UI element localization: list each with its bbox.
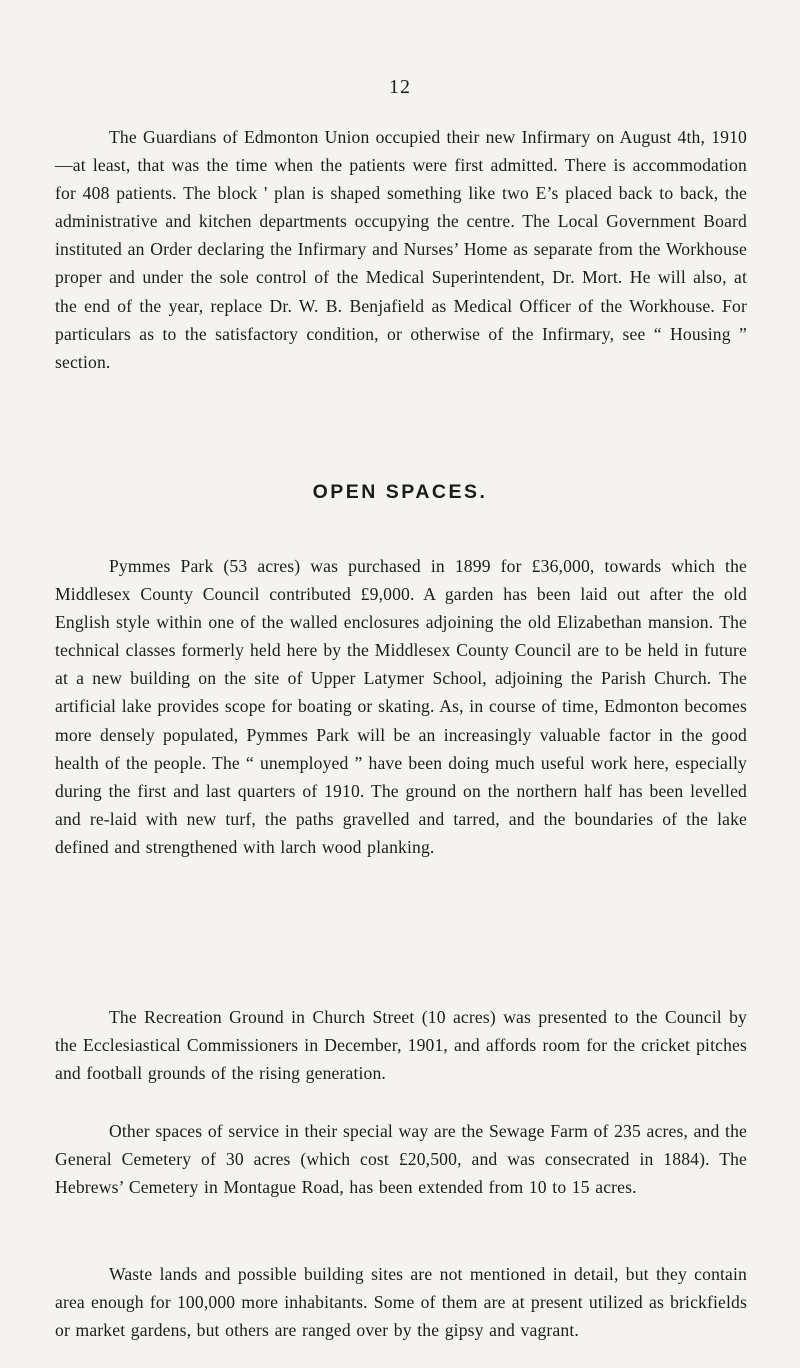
paragraph-text: The Guardians of Edmonton Union occupied their new Infirmary on August 4th, 1910—at least, that was the time when the patients were first admitted. There is accommodation for 408 patients. The block ' plan is shaped something like two E’s placed back to back, the administrative and kitchen departments occupying the centre. The Local Government Board instituted an Order declaring the Infirmary and Nurses’ Home as separate from the Workhouse proper and under the sole control of the Medical Superintendent, Dr. Mort. He will also, at the end of the year, replace Dr. W. B. Benjafield as Medical Officer of the Workhouse. For particulars as to the satisfactory condition, or otherwise of the Infirmary, see “ Housing ” section. [55,127,747,372]
section-heading-open-spaces: OPEN SPACES. [312,481,488,503]
paragraph-infirmary [55,123,747,376]
page-number: 12 [389,76,411,98]
paragraph-pymmes-park [55,552,747,861]
paragraph-recreation-ground [55,1003,747,1087]
paragraph-text: The Recreation Ground in Church Street (10 acres) was presented to the Council by the Ecclesiastical Commissioners in December, 1901, and affords room for the cricket pitches and football grounds of the rising generation. [55,1007,747,1084]
paragraph-text: Other spaces of service in their special way are the Sewage Farm of 235 acres, and the General Cemetery of 30 acres (which cost £20,500, and was consecrated in 1884). The Hebrews’ Cemetery in Montague Road, has been extended from 10 to 15 acres. [55,1121,747,1198]
paragraph-text: Pymmes Park (53 acres) was purchased in 1899 for £36,000, towards which the Middlesex County Council contributed £9,000. A garden has been laid out after the old English style within one of the walled enclosures adjoining the old Elizabethan mansion. The technical classes formerly held here by the Middlesex County Council are to be held in future at a new building on the site of Upper Latymer School, adjoining the Parish Church. The artificial lake provides scope for boating or skating. As, in course of time, Edmonton becomes more densely populated, Pymmes Park will be an increasingly valuable factor in the good health of the people. The “ unemployed ” have been doing much useful work here, especially during the first and last quarters of 1910. The ground on the northern half has been levelled and re-laid with new turf, the paths gravelled and tarred, and the boundaries of the lake defined and strengthened with larch wood planking. [55,556,747,857]
paragraph-text: Waste lands and possible building sites are not mentioned in detail, but they contain area enough for 100,000 more inhabitants. Some of them are at present utilized as brickfields or market gardens, but others are ranged over by the gipsy and vagrant. [55,1264,747,1341]
paragraph-waste-lands [55,1260,747,1344]
paragraph-other-spaces [55,1117,747,1201]
